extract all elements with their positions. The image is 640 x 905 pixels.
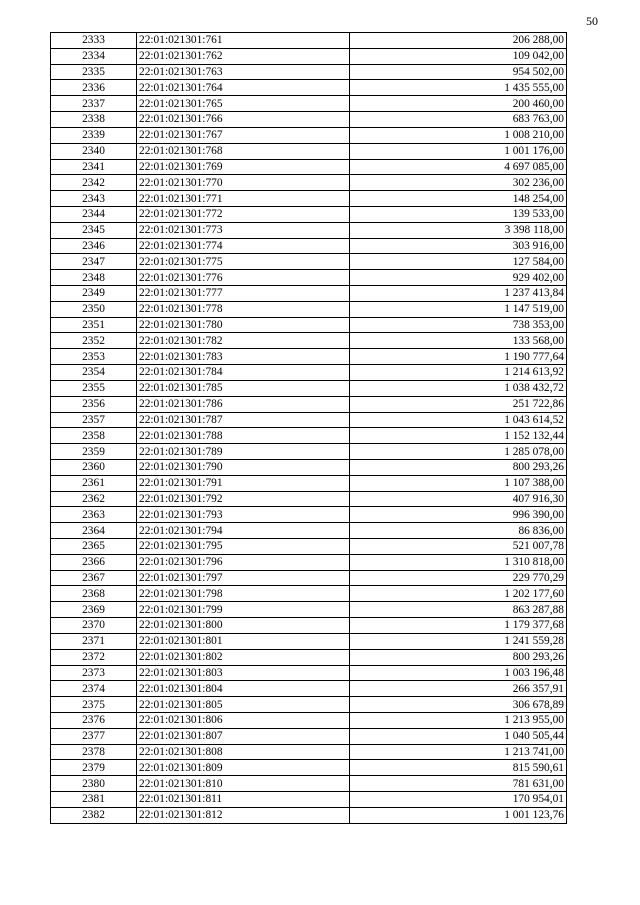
table-row [51, 744, 567, 760]
cadastral-number-cell: 22:01:021301:803 [137, 665, 350, 681]
cadastral-number-cell: 22:01:021301:811 [137, 792, 350, 808]
cadastral-number-cell: 22:01:021301:777 [137, 286, 350, 302]
table-row [51, 539, 567, 555]
cadastral-number-cell: 22:01:021301:790 [137, 459, 350, 475]
row-number-cell: 2360 [51, 459, 137, 475]
table-row [51, 649, 567, 665]
page-number: 50 [586, 14, 598, 28]
table-row [51, 507, 567, 523]
row-number-cell: 2339 [51, 127, 137, 143]
cadastral-number-cell: 22:01:021301:761 [137, 33, 350, 49]
table-row [51, 64, 567, 80]
row-number-cell: 2343 [51, 191, 137, 207]
cadastral-value-cell: 996 390,00 [350, 507, 567, 523]
cadastral-number-cell: 22:01:021301:789 [137, 444, 350, 460]
row-number-cell: 2365 [51, 539, 137, 555]
table-row [51, 428, 567, 444]
cadastral-value-table [50, 32, 567, 824]
table-row [51, 491, 567, 507]
table-row [51, 807, 567, 823]
row-number-cell: 2347 [51, 254, 137, 270]
table-row [51, 222, 567, 238]
table-row [51, 396, 567, 412]
row-number-cell: 2376 [51, 712, 137, 728]
cadastral-number-cell: 22:01:021301:791 [137, 475, 350, 491]
row-number-cell: 2354 [51, 365, 137, 381]
row-number-cell: 2356 [51, 396, 137, 412]
cadastral-number-cell: 22:01:021301:797 [137, 570, 350, 586]
table-row [51, 349, 567, 365]
row-number-cell: 2375 [51, 697, 137, 713]
cadastral-number-cell: 22:01:021301:770 [137, 175, 350, 191]
cadastral-number-cell: 22:01:021301:785 [137, 380, 350, 396]
row-number-cell: 2357 [51, 412, 137, 428]
cadastral-value-cell: 1 190 777,64 [350, 349, 567, 365]
cadastral-value-cell: 133 568,00 [350, 333, 567, 349]
row-number-cell: 2363 [51, 507, 137, 523]
table-row [51, 80, 567, 96]
row-number-cell: 2369 [51, 602, 137, 618]
table-row [51, 238, 567, 254]
cadastral-number-cell: 22:01:021301:771 [137, 191, 350, 207]
row-number-cell: 2341 [51, 159, 137, 175]
row-number-cell: 2378 [51, 744, 137, 760]
row-number-cell: 2367 [51, 570, 137, 586]
cadastral-value-cell: 1 214 613,92 [350, 365, 567, 381]
table-row [51, 127, 567, 143]
cadastral-value-cell: 1 179 377,68 [350, 618, 567, 634]
cadastral-value-cell: 170 954,01 [350, 792, 567, 808]
cadastral-value-cell: 1 043 614,52 [350, 412, 567, 428]
table-row [51, 586, 567, 602]
cadastral-number-cell: 22:01:021301:765 [137, 96, 350, 112]
table-row [51, 143, 567, 159]
row-number-cell: 2370 [51, 618, 137, 634]
cadastral-value-cell: 86 836,00 [350, 523, 567, 539]
row-number-cell: 2380 [51, 776, 137, 792]
cadastral-number-cell: 22:01:021301:795 [137, 539, 350, 555]
row-number-cell: 2345 [51, 222, 137, 238]
cadastral-number-cell: 22:01:021301:764 [137, 80, 350, 96]
cadastral-value-cell: 1 107 388,00 [350, 475, 567, 491]
cadastral-value-cell: 1 202 177,60 [350, 586, 567, 602]
cadastral-value-cell: 303 916,00 [350, 238, 567, 254]
row-number-cell: 2351 [51, 317, 137, 333]
row-number-cell: 2340 [51, 143, 137, 159]
cadastral-value-cell: 1 147 519,00 [350, 301, 567, 317]
cadastral-number-cell: 22:01:021301:807 [137, 728, 350, 744]
row-number-cell: 2377 [51, 728, 137, 744]
table-row [51, 175, 567, 191]
row-number-cell: 2338 [51, 112, 137, 128]
cadastral-number-cell: 22:01:021301:802 [137, 649, 350, 665]
row-number-cell: 2355 [51, 380, 137, 396]
cadastral-value-cell: 4 697 085,00 [350, 159, 567, 175]
cadastral-number-cell: 22:01:021301:812 [137, 807, 350, 823]
cadastral-value-cell: 1 285 078,00 [350, 444, 567, 460]
cadastral-number-cell: 22:01:021301:763 [137, 64, 350, 80]
cadastral-number-cell: 22:01:021301:780 [137, 317, 350, 333]
cadastral-number-cell: 22:01:021301:775 [137, 254, 350, 270]
cadastral-value-cell: 815 590,61 [350, 760, 567, 776]
table-row [51, 191, 567, 207]
cadastral-value-cell: 266 357,91 [350, 681, 567, 697]
cadastral-value-cell: 1 152 132,44 [350, 428, 567, 444]
row-number-cell: 2371 [51, 633, 137, 649]
row-number-cell: 2364 [51, 523, 137, 539]
cadastral-value-cell: 800 293,26 [350, 649, 567, 665]
cadastral-value-cell: 139 533,00 [350, 206, 567, 222]
table-row [51, 681, 567, 697]
table-row [51, 712, 567, 728]
cadastral-number-cell: 22:01:021301:782 [137, 333, 350, 349]
cadastral-number-cell: 22:01:021301:794 [137, 523, 350, 539]
cadastral-value-cell: 738 353,00 [350, 317, 567, 333]
cadastral-value-cell: 863 287,88 [350, 602, 567, 618]
cadastral-value-cell: 1 213 741,00 [350, 744, 567, 760]
cadastral-value-cell: 1 038 432,72 [350, 380, 567, 396]
table-row [51, 618, 567, 634]
cadastral-value-cell: 1 008 210,00 [350, 127, 567, 143]
table-row [51, 33, 567, 49]
table-row [51, 206, 567, 222]
table-row [51, 301, 567, 317]
cadastral-number-cell: 22:01:021301:806 [137, 712, 350, 728]
cadastral-value-cell: 251 722,86 [350, 396, 567, 412]
row-number-cell: 2352 [51, 333, 137, 349]
cadastral-value-cell: 1 310 818,00 [350, 554, 567, 570]
row-number-cell: 2334 [51, 48, 137, 64]
row-number-cell: 2381 [51, 792, 137, 808]
table-row [51, 776, 567, 792]
cadastral-number-cell: 22:01:021301:800 [137, 618, 350, 634]
cadastral-value-cell: 1 435 555,00 [350, 80, 567, 96]
cadastral-number-cell: 22:01:021301:773 [137, 222, 350, 238]
cadastral-number-cell: 22:01:021301:792 [137, 491, 350, 507]
cadastral-value-cell: 1 001 123,76 [350, 807, 567, 823]
table-row [51, 523, 567, 539]
cadastral-number-cell: 22:01:021301:774 [137, 238, 350, 254]
cadastral-number-cell: 22:01:021301:793 [137, 507, 350, 523]
table-row [51, 412, 567, 428]
cadastral-value-cell: 148 254,00 [350, 191, 567, 207]
row-number-cell: 2335 [51, 64, 137, 80]
cadastral-value-cell: 127 584,00 [350, 254, 567, 270]
cadastral-value-cell: 3 398 118,00 [350, 222, 567, 238]
table-row [51, 760, 567, 776]
table-row [51, 112, 567, 128]
row-number-cell: 2349 [51, 286, 137, 302]
table-row [51, 554, 567, 570]
cadastral-number-cell: 22:01:021301:766 [137, 112, 350, 128]
table-row [51, 333, 567, 349]
cadastral-number-cell: 22:01:021301:804 [137, 681, 350, 697]
cadastral-value-cell: 1 213 955,00 [350, 712, 567, 728]
cadastral-number-cell: 22:01:021301:769 [137, 159, 350, 175]
cadastral-number-cell: 22:01:021301:768 [137, 143, 350, 159]
cadastral-number-cell: 22:01:021301:801 [137, 633, 350, 649]
row-number-cell: 2337 [51, 96, 137, 112]
table-row [51, 728, 567, 744]
cadastral-value-cell: 306 678,89 [350, 697, 567, 713]
table-row [51, 286, 567, 302]
row-number-cell: 2358 [51, 428, 137, 444]
cadastral-number-cell: 22:01:021301:786 [137, 396, 350, 412]
table-row [51, 633, 567, 649]
table-row [51, 254, 567, 270]
cadastral-number-cell: 22:01:021301:776 [137, 270, 350, 286]
row-number-cell: 2344 [51, 206, 137, 222]
row-number-cell: 2350 [51, 301, 137, 317]
cadastral-number-cell: 22:01:021301:799 [137, 602, 350, 618]
table-row [51, 459, 567, 475]
cadastral-value-cell: 954 502,00 [350, 64, 567, 80]
cadastral-number-cell: 22:01:021301:805 [137, 697, 350, 713]
cadastral-value-cell: 1 001 176,00 [350, 143, 567, 159]
table-row [51, 96, 567, 112]
table-row [51, 792, 567, 808]
cadastral-value-cell: 229 770,29 [350, 570, 567, 586]
cadastral-value-cell: 1 241 559,28 [350, 633, 567, 649]
row-number-cell: 2368 [51, 586, 137, 602]
cadastral-number-cell: 22:01:021301:778 [137, 301, 350, 317]
row-number-cell: 2372 [51, 649, 137, 665]
table-row [51, 697, 567, 713]
row-number-cell: 2361 [51, 475, 137, 491]
row-number-cell: 2346 [51, 238, 137, 254]
cadastral-value-cell: 683 763,00 [350, 112, 567, 128]
cadastral-number-cell: 22:01:021301:787 [137, 412, 350, 428]
cadastral-value-cell: 781 631,00 [350, 776, 567, 792]
cadastral-number-cell: 22:01:021301:788 [137, 428, 350, 444]
row-number-cell: 2362 [51, 491, 137, 507]
table-row [51, 665, 567, 681]
cadastral-value-cell: 1 003 196,48 [350, 665, 567, 681]
table-row [51, 602, 567, 618]
cadastral-number-cell: 22:01:021301:808 [137, 744, 350, 760]
cadastral-value-cell: 800 293,26 [350, 459, 567, 475]
cadastral-value-cell: 1 237 413,84 [350, 286, 567, 302]
table-body [51, 33, 567, 824]
table-row [51, 317, 567, 333]
cadastral-value-cell: 1 040 505,44 [350, 728, 567, 744]
cadastral-number-cell: 22:01:021301:783 [137, 349, 350, 365]
row-number-cell: 2336 [51, 80, 137, 96]
cadastral-value-cell: 109 042,00 [350, 48, 567, 64]
row-number-cell: 2359 [51, 444, 137, 460]
row-number-cell: 2342 [51, 175, 137, 191]
cadastral-number-cell: 22:01:021301:798 [137, 586, 350, 602]
cadastral-value-cell: 200 460,00 [350, 96, 567, 112]
row-number-cell: 2366 [51, 554, 137, 570]
table-row [51, 270, 567, 286]
cadastral-value-cell: 521 007,78 [350, 539, 567, 555]
row-number-cell: 2348 [51, 270, 137, 286]
cadastral-value-cell: 407 916,30 [350, 491, 567, 507]
row-number-cell: 2353 [51, 349, 137, 365]
cadastral-value-cell: 929 402,00 [350, 270, 567, 286]
row-number-cell: 2333 [51, 33, 137, 49]
cadastral-value-cell: 302 236,00 [350, 175, 567, 191]
row-number-cell: 2373 [51, 665, 137, 681]
cadastral-number-cell: 22:01:021301:772 [137, 206, 350, 222]
cadastral-number-cell: 22:01:021301:784 [137, 365, 350, 381]
table-row [51, 159, 567, 175]
cadastral-number-cell: 22:01:021301:809 [137, 760, 350, 776]
cadastral-number-cell: 22:01:021301:810 [137, 776, 350, 792]
table-row [51, 570, 567, 586]
table-row [51, 444, 567, 460]
row-number-cell: 2382 [51, 807, 137, 823]
cadastral-number-cell: 22:01:021301:762 [137, 48, 350, 64]
table-row [51, 380, 567, 396]
row-number-cell: 2374 [51, 681, 137, 697]
table-row [51, 48, 567, 64]
cadastral-value-cell: 206 288,00 [350, 33, 567, 49]
cadastral-number-cell: 22:01:021301:767 [137, 127, 350, 143]
row-number-cell: 2379 [51, 760, 137, 776]
table-row [51, 365, 567, 381]
cadastral-number-cell: 22:01:021301:796 [137, 554, 350, 570]
table-row [51, 475, 567, 491]
